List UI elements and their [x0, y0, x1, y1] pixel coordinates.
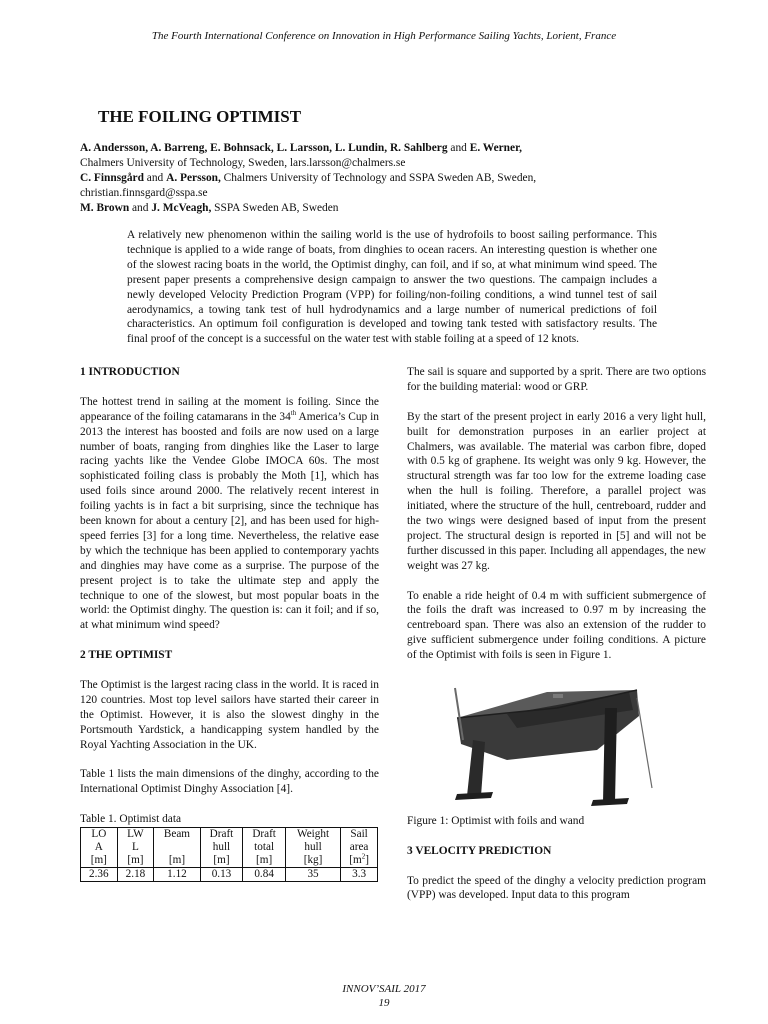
intro-text-a: The hottest trend in sailing at the moment is foiling. Since the appearance of the foiling catamarans in the 34 [80, 395, 379, 423]
table-unit-cell-area [341, 854, 378, 868]
author-block [80, 141, 690, 216]
table-header-row-2 [81, 841, 378, 854]
left-column [80, 365, 379, 882]
table-caption: Table 1. Optimist data [80, 813, 182, 826]
table-header-cell: area [341, 841, 378, 854]
table-header-cell: Sail [341, 828, 378, 842]
abstract: A relatively new phenomenon within the sailing world is the use of hydrofoils to boost sailing performance. This technique is applied to a wide range of boats, from dinghies to ocean racers. An interesting question is whether one of the slowest racing boats in the world, the Optimist dinghy, can foil, and if so, at what minimum wind speed. The present paper presents a comprehensive design campaign to answer the two questions. The campaign includes a newly developed Velocity Prediction Program (VPP) for foiling/non-foiling conditions, a wind tunnel test of sail aerodynamics, a towing tank test of hull hydrodynamics and a large number of numerical predictions of foil characteristics. An optimum foil configuration is developed and towing tank tested with satisfactory results. The final proof of the concept is a successful on the water test with stable foiling at a speed of 12 knots. [127, 229, 657, 346]
affiliation-3: SSPA Sweden AB, Sweden [211, 202, 339, 214]
sprit-fitting [553, 694, 563, 698]
table-header-row-1 [81, 828, 378, 842]
table-header-cell [154, 841, 200, 854]
affiliation-1: Chalmers University of Technology, Sweden, lars.larsson@chalmers.se [80, 157, 406, 169]
table-header-cell: hull [200, 841, 243, 854]
intro-superscript: th [290, 408, 297, 417]
table-header-cell: Weight [285, 828, 340, 842]
author-line-2 [80, 171, 690, 186]
area-unit-sup: 2 [361, 852, 366, 861]
running-header: The Fourth International Conference on Innovation in High Performance Sailing Yachts, Lorient, France [151, 30, 617, 42]
table-header-cell: Beam [154, 828, 200, 842]
sail-paragraph: The sail is square and supported by a sprit. There are two options for the building material: wood or GRP. [407, 366, 706, 393]
section-heading-vpp: 3 VELOCITY PREDICTION [407, 844, 552, 857]
author-last-2: A. Persson, [166, 172, 221, 184]
table-unit-cell: [m] [117, 854, 154, 868]
section-heading-introduction: 1 INTRODUCTION [80, 366, 180, 378]
table-value-cell: 0.84 [243, 868, 286, 882]
table-unit-cell: [kg] [285, 854, 340, 868]
affiliation-2: Chalmers University of Technology and SSPA Sweden AB, Sweden, [220, 172, 537, 184]
affiliation-2-email: christian.finnsgard@sspa.se [80, 187, 208, 199]
table-unit-cell: [m] [243, 854, 286, 868]
intro-text-b: America’s Cup in 2013 the interest has boosted and foils are now used on a large number of boats, ranging from dinghies like the Laser to large racing yachts like the Vendee Globe IMOCA 60s. The most sophisticated foiling class is probably the Moth [1], which has used foils since around 2000. The relatively recent interest in foiling yachts is in fact a bit surprising, since the technique has been known for about a century [2], and has been used for high-speed ferries [3] for a long time. Nevertheless, the relative ease by which the technique has been applied to contemporary yachts and dinghies may have come as a surprise. The purpose of the present project is to take the ultimate step and apply the technique to one of the slowest, but most popular boats in the world: the Optimist dinghy. The question is: can it foil; and if so, at what minimum wind speed? [80, 410, 379, 632]
author-and-2: and [143, 172, 167, 184]
table-value-cell: 35 [285, 868, 340, 882]
area-unit-open: [m [349, 854, 362, 867]
page-footer [0, 982, 768, 1010]
table-header-cell: total [243, 841, 286, 854]
author-names-3: M. Brown [80, 202, 130, 214]
right-column [407, 365, 706, 918]
table-value-cell: 2.36 [81, 868, 118, 882]
optimist-paragraph-2: Table 1 lists the main dimensions of the dinghy, according to the International Optimist Dinghy Association [4]. [80, 768, 379, 796]
author-line-3 [80, 201, 690, 216]
table-header-cell: hull [285, 841, 340, 854]
table-units-row [81, 854, 378, 868]
author-names-2: C. Finnsgård [80, 172, 144, 184]
rudder-wing [591, 798, 629, 806]
ride-height-paragraph: To enable a ride height of 0.4 m with sufficient submergence of the foils the draft was increased to 0.97 m by increasing the centreboard span. There was also an extension of the rudder to give sufficient submergence under foiling conditions. A picture of the Optimist with foils is seen in Figure 1. [407, 589, 706, 662]
centreboard-wing [455, 792, 493, 800]
author-last-1: E. Werner, [469, 142, 522, 154]
centreboard-foil [467, 740, 485, 796]
author-last-3: J. McVeagh, [151, 202, 212, 214]
table-values-row [81, 868, 378, 882]
footer-venue: INNOV’SAIL 2017 [342, 983, 426, 995]
table-unit-cell: [m] [154, 854, 200, 868]
author-line-1 [80, 141, 690, 156]
rudder-foil [603, 708, 617, 802]
hull-paragraph: By the start of the present project in early 2016 a very light hull, built for demonstration purposes in an earlier project at Chalmers, was available. The material was carbon fibre, doped with 0.5 kg of graphene. Its weight was only 9 kg. However, the structural strength was far too low for the extreme loading case when the hull is foiling. Therefore, a parallel project was initiated, where the structure of the hull, centreboard, rudder and the two wings were designed based of input from the present project. The structural design is reported in [5] and will not be further discussed in this paper. Including all appendages, the new weight was 27 kg. [407, 410, 706, 572]
table-value-cell: 2.18 [117, 868, 154, 882]
optimist-data-table [80, 827, 378, 882]
table-header-cell: Draft [243, 828, 286, 842]
author-and-1: and [447, 142, 470, 154]
table-header-cell: LW [117, 828, 154, 842]
author-and-3: and [129, 202, 152, 214]
table-header-cell: LO [81, 828, 118, 842]
table-header-cell: Draft [200, 828, 243, 842]
section-heading-optimist: 2 THE OPTIMIST [80, 649, 173, 662]
figure-caption: Figure 1: Optimist with foils and wand [407, 814, 585, 827]
table-header-cell: A [81, 841, 118, 854]
table-header-cell: L [117, 841, 154, 854]
optimist-paragraph-1: The Optimist is the largest racing class in the world. It is raced in 120 countries. Most top level sailors have started their career in the Optimist. However, it is also the slowest dinghy in the Portsmouth Yardstick, a handicapping system handled by the Royal Yachting Association in the UK. [80, 678, 379, 751]
vpp-paragraph: To predict the speed of the dinghy a velocity prediction program (VPP) was developed. Input data to this program [407, 874, 706, 902]
table-unit-cell: [m] [81, 854, 118, 868]
bow-frame [455, 688, 463, 740]
optimist-foils-figure [447, 678, 667, 808]
paper-title: THE FOILING OPTIMIST [98, 107, 302, 126]
area-unit-close: ] [365, 854, 369, 867]
author-names-1: A. Andersson, A. Barreng, E. Bohnsack, L. Larsson, L. Lundin, R. Sahlberg [80, 142, 448, 154]
intro-paragraph [80, 395, 379, 634]
page-number: 19 [378, 997, 390, 1009]
wand [637, 698, 652, 788]
table-value-cell: 0.13 [200, 868, 243, 882]
table-value-cell: 1.12 [154, 868, 200, 882]
table-unit-cell: [m] [200, 854, 243, 868]
table-value-cell: 3.3 [341, 868, 378, 882]
